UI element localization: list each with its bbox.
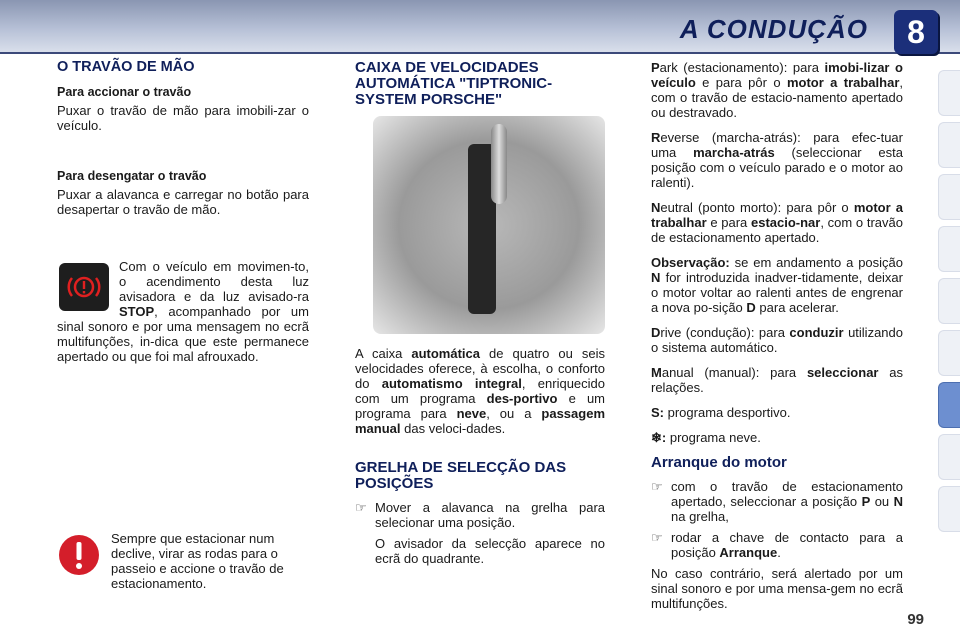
chapter-tab[interactable] (938, 174, 960, 220)
hand-pointer-icon: ☞ (355, 500, 367, 515)
header-divider (0, 52, 960, 54)
observation-note: Observação: se em andamento a posição N for introduzida inadver-tidamente, deixar o motor voltar ao ralenti antes de engrenar a nova po-sição D para acelerar. (651, 255, 903, 315)
paragraph: O avisador da selecção aparece no ecrã do quadrante. (375, 536, 605, 566)
chapter-tab[interactable] (938, 486, 960, 532)
list-item: ☞ com o travão de estacionamento apertado, seleccionar a posição P ou N na grelha, (651, 479, 903, 524)
position-park: Park (estacionamento): para imobi-lizar o veículo e para pôr o motor a trabalhar, com o travão de estacio-namento apertado ou destravado. (651, 60, 903, 120)
gear-lever (491, 124, 507, 204)
chapter-tab[interactable] (938, 122, 960, 168)
chapter-tab[interactable] (938, 434, 960, 480)
list-item: ☞ rodar a chave de contacto para a posição Arranque. (651, 530, 903, 560)
list-item: ☞ Mover a alavanca na grelha para selecionar uma posição. (355, 500, 605, 530)
snowflake-icon: ❄: (651, 430, 667, 445)
hand-pointer-icon: ☞ (651, 530, 663, 545)
chapter-tab[interactable] (938, 226, 960, 272)
paragraph: No caso contrário, será alertado por um sinal sonoro e por uma mensa-gem no ecrã multifunções. (651, 566, 903, 611)
section-title: O TRAVÃO DE MÃO (57, 59, 195, 75)
warning-note: Sempre que estacionar num declive, virar as rodas para o passeio e accione o travão de estacionamento. (57, 531, 309, 591)
chapter-tab[interactable] (938, 330, 960, 376)
chapter-tab[interactable] (938, 70, 960, 116)
column-parking-brake (57, 60, 309, 374)
section-title: GRELHA DE SELECÇÃO DAS POSIÇÕES (355, 459, 567, 492)
column-automatic-gearbox (355, 60, 605, 576)
position-drive: Drive (condução): para conduzir utilizando o sistema automático. (651, 325, 903, 355)
section-title: CAIXA DE VELOCIDADES AUTOMÁTICA "TIPTRONIC-SYSTEM PORSCHE" (355, 59, 553, 108)
section-title: Arranque do motor (651, 454, 787, 471)
chapter-tab[interactable] (938, 278, 960, 324)
paragraph: Puxar a alavanca e carregar no botão para desapertar o travão de mão. (57, 187, 309, 217)
warning-light-note: Com o veículo em movimen-to, o acendimento desta luz avisadora e da luz avisado-ra STOP, acompanhado por um sinal sonoro e por uma mensagem no ecrã multifunções, in-dica que este permanece apertado ou que foi mal afrouxado. (57, 259, 309, 364)
mode-snow: ❄: programa neve. (651, 430, 761, 445)
hand-pointer-icon: ☞ (651, 479, 663, 494)
position-manual: Manual (manual): para seleccionar as relações. (651, 365, 903, 395)
position-neutral: Neutral (ponto morto): para pôr o motor a trabalhar e para estacio-nar, com o travão de estacionamento apertado. (651, 200, 904, 245)
exclamation-icon (57, 533, 101, 577)
subheading: Para desengatar o travão (57, 169, 207, 183)
mode-sport: S: programa desportivo. (651, 405, 791, 420)
gear-selector-photo (373, 116, 605, 334)
chapter-tabs (938, 70, 960, 570)
page-title: A CONDUÇÃO (679, 14, 868, 44)
paragraph: Puxar o travão de mão para imobili-zar o veículo. (57, 103, 309, 133)
chapter-tab-active[interactable] (938, 382, 960, 428)
page-number: 99 (907, 611, 924, 628)
column-gear-positions (651, 60, 903, 621)
position-reverse: Reverse (marcha-atrás): para efec-tuar uma marcha-atrás (seleccionar esta posição com o veículo parado e o motor ao ralenti). (651, 130, 903, 190)
paragraph: A caixa automática de quatro ou seis velocidades oferece, à escolha, o conforto do automatismo integral, enriquecido com um programa des-portivo e um programa para neve, ou a passagem manual das veloci-dades. (355, 346, 606, 436)
subheading: Para accionar o travão (57, 85, 192, 99)
brake-warning-light-icon (59, 263, 109, 311)
chapter-badge: 8 (894, 10, 938, 54)
